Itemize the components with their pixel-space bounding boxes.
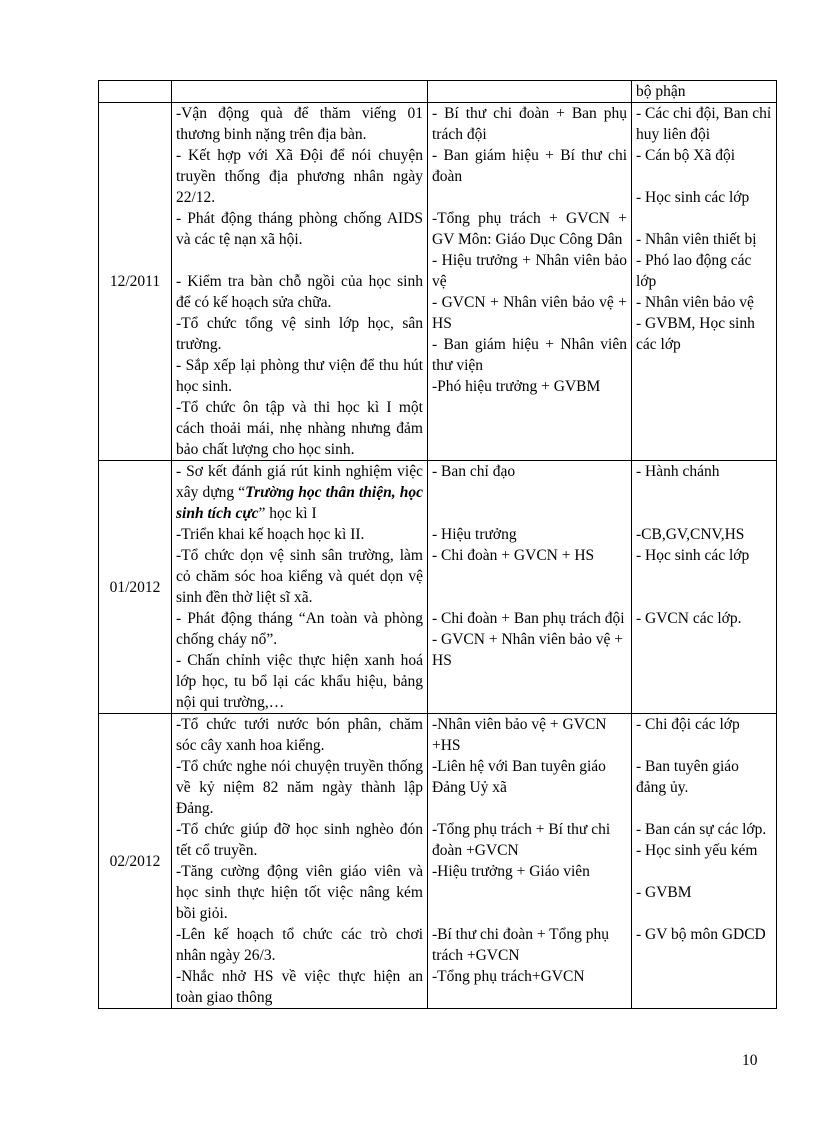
tasks-cell	[172, 103, 428, 461]
task-text: - Sơ kết đánh giá rút kinh nghiệm việc xây dựng “	[176, 463, 423, 501]
responsible-item: - Hiệu trưởng	[432, 526, 517, 543]
task-item: - Sắp xếp lại phòng thư viện để thu hút học sinh.	[176, 357, 423, 395]
month-cell: 12/2011	[99, 103, 172, 461]
task-item: -Tổ chức ôn tập và thi học kì I một cách thoải mái, nhẹ nhàng nhưng đảm bảo chất lượng cho học sinh.	[176, 399, 423, 458]
responsible-cell	[428, 103, 632, 461]
participants-cell	[632, 103, 777, 461]
participant-item: - Ban cán sự các lớp.	[636, 821, 767, 838]
participants-cell: bộ phận	[632, 81, 777, 103]
participant-item: - GV bộ môn GDCD	[636, 926, 766, 943]
participants-cell	[632, 461, 777, 714]
responsible-item: -Bí thư chi đoàn + Tổng phụ trách +GVCN	[432, 926, 610, 964]
task-text: ” học kì I	[258, 505, 317, 522]
responsible-item: -Tổng phụ trách + GVCN + GV Môn: Giáo Dục Công Dân	[432, 210, 627, 248]
tasks-cell	[172, 461, 428, 714]
participant-item: - Phó lao động các lớp	[636, 252, 752, 290]
participant-item: - Nhân viên thiết bị	[636, 231, 757, 248]
responsible-item: -Nhân viên bảo vệ + GVCN +HS	[432, 716, 607, 754]
task-item: - Kết hợp với Xã Đội để nói chuyện truyền thống địa phương nhân ngày 22/12.	[176, 147, 423, 206]
tasks-cell	[172, 81, 428, 103]
responsible-item: -Tổng phụ trách + Bí thư chi đoàn +GVCN	[432, 821, 611, 859]
responsible-item: -Liên hệ với Ban tuyên giáo Đảng Uỷ xã	[432, 758, 606, 796]
participant-item: - Ban tuyên giáo đảng ủy.	[636, 758, 739, 796]
participant-item: - GVBM, Học sinh các lớp	[636, 315, 755, 353]
responsible-cell	[428, 714, 632, 1009]
participant-item: - Học sinh yếu kém	[636, 842, 758, 859]
responsible-item: - Bí thư chi đoàn + Ban phụ trách đội	[432, 105, 627, 143]
participant-item: - Các chi đội, Ban chỉ huy liên đội	[636, 105, 772, 143]
responsible-item: - Hiệu trưởng + Nhân viên bảo vệ	[432, 252, 627, 290]
table-row	[99, 81, 777, 103]
responsible-cell	[428, 81, 632, 103]
responsible-item: - Chi đoàn + Ban phụ trách đội	[432, 610, 625, 627]
participant-item: - Cán bộ Xã đội	[636, 147, 736, 164]
participant-item: -CB,GV,CNV,HS	[636, 526, 745, 543]
task-item: -Triển khai kế hoạch học kì II.	[176, 526, 365, 543]
participant-item: - Hành chánh	[636, 463, 720, 480]
responsible-item: - Ban chỉ đạo	[432, 463, 516, 480]
responsible-item: -Tổng phụ trách+GVCN	[432, 968, 585, 985]
task-emphasis: Trường học thân thiện, học sinh tích cực	[176, 484, 423, 522]
month-cell: 01/2012	[99, 461, 172, 714]
responsible-item: - Chi đoàn + GVCN + HS	[432, 547, 595, 564]
table-row	[99, 461, 777, 714]
table-row	[99, 103, 777, 461]
responsible-item: - GVCN + Nhân viên bảo vệ + HS	[432, 631, 623, 669]
responsible-item: - Ban giám hiệu + Bí thư chi đoàn	[432, 147, 627, 185]
task-item: -Vận động quà để thăm viếng 01 thương binh nặng trên địa bàn.	[176, 105, 423, 143]
participant-item: - Chi đội các lớp	[636, 716, 740, 733]
tasks-cell	[172, 714, 428, 1009]
activity-plan-table	[98, 80, 777, 1009]
responsible-item: - GVCN + Nhân viên bảo vệ + HS	[432, 294, 627, 332]
task-item: -Tổ chức giúp đỡ học sinh nghèo đón tết cổ truyền.	[176, 821, 423, 859]
participant-item: - Học sinh các lớp	[636, 189, 750, 206]
task-item: -Nhắc nhở HS về việc thực hiện an toàn giao thông	[176, 968, 423, 1006]
task-item: -Tổ chức tưới nước bón phân, chăm sóc cây xanh hoa kiểng.	[176, 716, 423, 754]
task-item: -Lên kế hoạch tổ chức các trò chơi nhân ngày 26/3.	[176, 926, 423, 964]
month-cell: 02/2012	[99, 714, 172, 1009]
task-item: - Kiểm tra bàn chỗ ngồi của học sinh để có kế hoạch sửa chữa.	[176, 273, 423, 311]
participants-cell	[632, 714, 777, 1009]
month-cell	[99, 81, 172, 103]
participant-item: - Học sinh các lớp	[636, 547, 750, 564]
page-number: 10	[742, 1052, 758, 1069]
task-item: - Phát động tháng “An toàn và phòng chống cháy nổ”.	[176, 610, 423, 648]
participant-item: - Nhân viên bảo vệ	[636, 294, 754, 311]
task-item: -Tổ chức dọn vệ sinh sân trường, làm cỏ chăm sóc hoa kiểng và quét dọn vệ sinh đền thờ liệt sĩ xã.	[176, 547, 423, 606]
task-item	[176, 461, 423, 524]
task-item: -Tăng cường động viên giáo viên và học sinh thực hiện tốt việc nâng kém bồi giỏi.	[176, 863, 423, 922]
participant-item: - GVCN các lớp.	[636, 610, 742, 627]
task-item: -Tổ chức tổng vệ sinh lớp học, sân trường.	[176, 315, 423, 353]
participant-item: - GVBM	[636, 884, 692, 901]
responsible-item: -Hiệu trưởng + Giáo viên	[432, 863, 590, 880]
responsible-item: - Ban giám hiệu + Nhân viên thư viện	[432, 336, 627, 374]
task-item: - Chấn chỉnh việc thực hiện xanh hoá lớp học, tu bổ lại các khẩu hiệu, bảng nội qui trường,…	[176, 652, 423, 711]
task-item: - Phát động tháng phòng chống AIDS và các tệ nạn xã hội.	[176, 210, 423, 248]
responsible-cell	[428, 461, 632, 714]
task-item: -Tổ chức nghe nói chuyện truyền thống về kỷ niệm 82 năm ngày thành lập Đảng.	[176, 758, 423, 817]
responsible-item: -Phó hiệu trưởng + GVBM	[432, 378, 601, 395]
table-row	[99, 714, 777, 1009]
